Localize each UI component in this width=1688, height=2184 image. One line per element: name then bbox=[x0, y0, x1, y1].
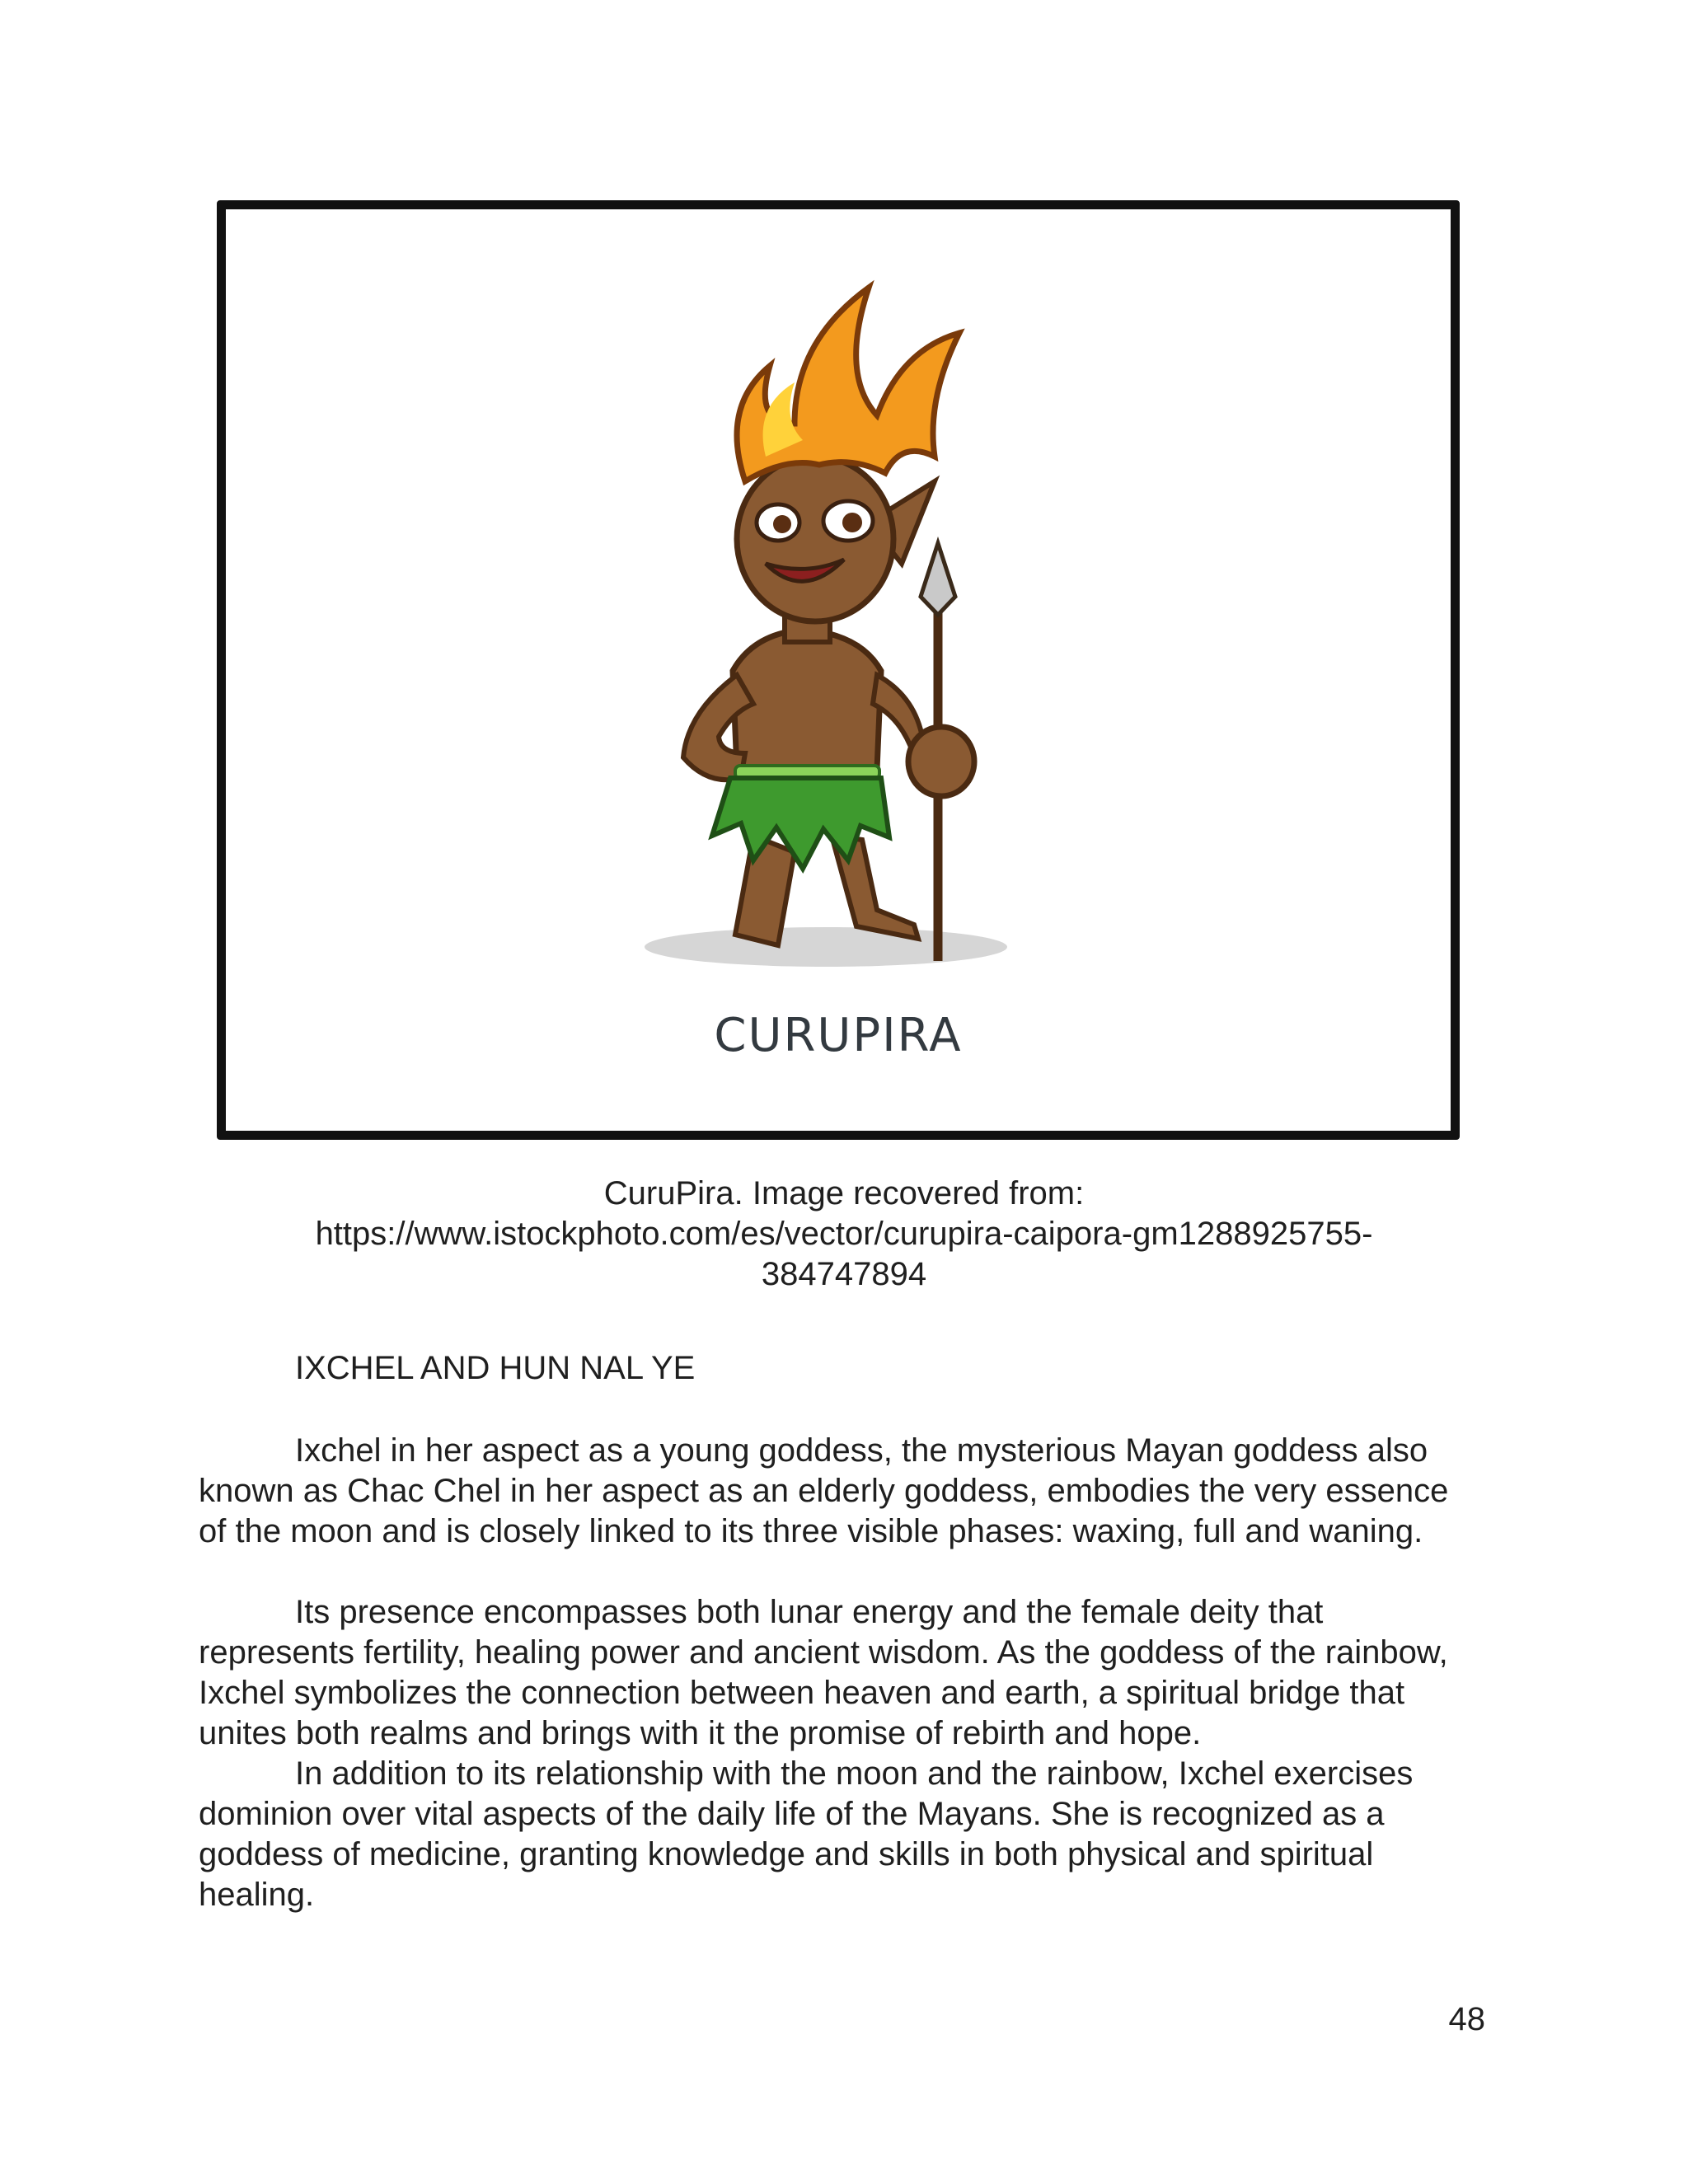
paragraph-1: Ixchel in her aspect as a young goddess, the mysterious Mayan goddess also known as Chac Chel in her aspect as an elderly goddess, embodies the very essence of the moon and is closely linked to its three visible phases: waxing, full and waning. bbox=[199, 1432, 1449, 1549]
spear-head bbox=[921, 543, 955, 615]
figure-frame bbox=[217, 200, 1460, 1140]
caption-line-3: 384747894 bbox=[761, 1256, 927, 1292]
caption-line-2: https://www.istockphoto.com/es/vector/curupira-caipora-gm1288925755- bbox=[315, 1216, 1373, 1252]
left-pupil bbox=[773, 515, 791, 533]
paragraph-3: In addition to its relationship with the moon and the rainbow, Ixchel exercises dominion over vital aspects of the daily life of the Mayans. She is recognized as a goddess of medicine, granting knowledge and skills in both physical and spiritual healing. bbox=[199, 1755, 1414, 1913]
curupira-illustration bbox=[226, 209, 1451, 1131]
caption-line-1: CuruPira. Image recovered from: bbox=[603, 1175, 1085, 1212]
section-heading: IXCHEL AND HUN NAL YE bbox=[295, 1350, 696, 1386]
figure-label: CURUPIRA bbox=[714, 1009, 963, 1062]
right-pupil bbox=[842, 513, 862, 532]
right-fist bbox=[908, 727, 974, 796]
head bbox=[737, 457, 893, 621]
page-number: 48 bbox=[1448, 2001, 1485, 2037]
ground-shadow bbox=[645, 927, 1007, 967]
paragraph-2: Its presence encompasses both lunar energy and the female deity that represents fertility, healing power and ancient wisdom. As the goddess of the rainbow, Ixchel symbolizes the connection between heaven and earth, a spiritual bridge that unites both realms and brings with it the promise of rebirth and hope. bbox=[199, 1594, 1448, 1751]
